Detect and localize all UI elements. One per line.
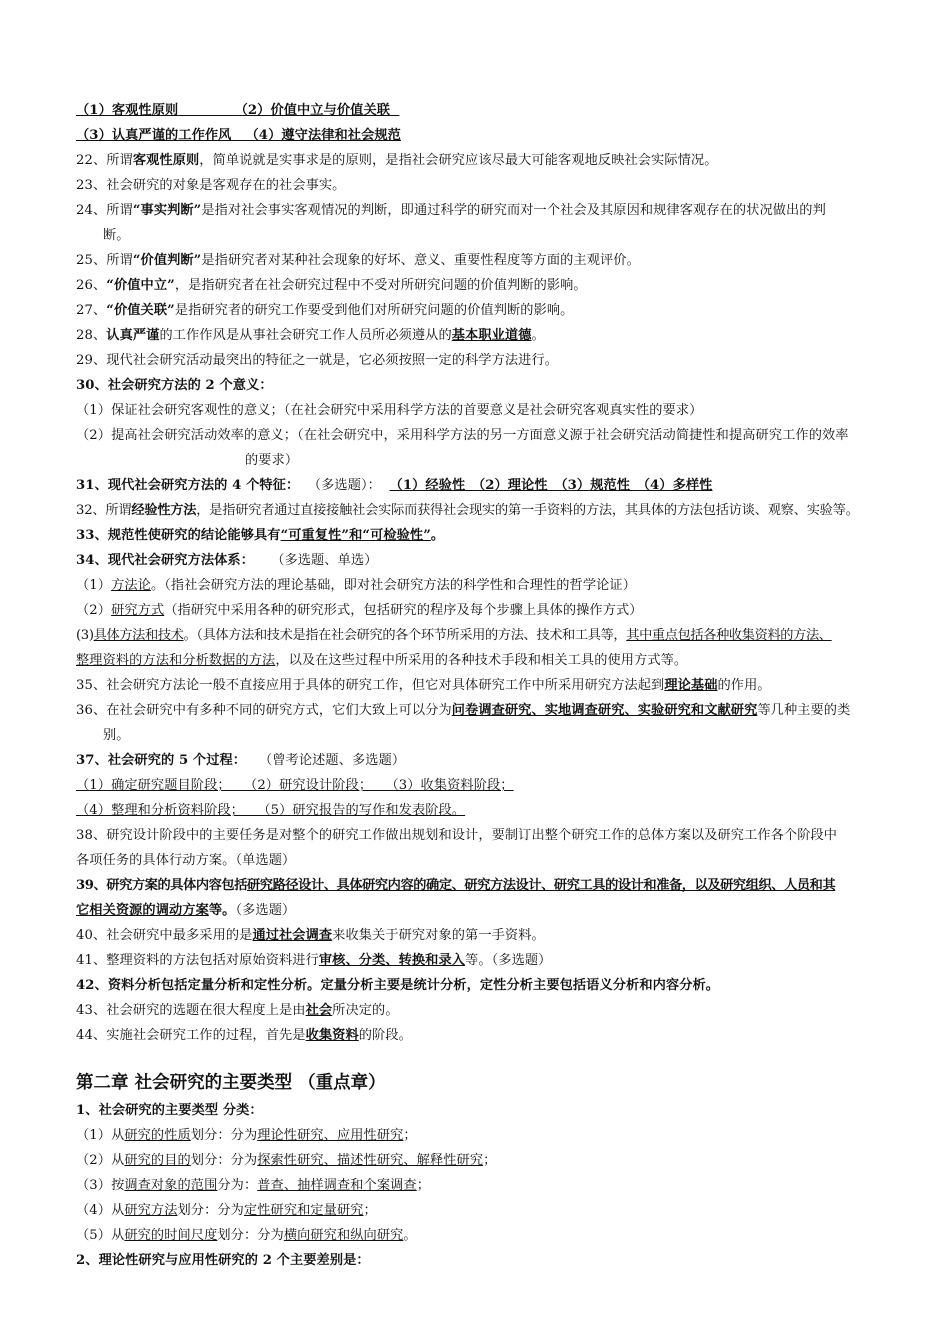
section-2-title: 2、理论性研究与应用性研究的 2 个主要差别是： [76, 1253, 370, 1268]
term-repeatable: “可重复性”和“可检验性” [280, 528, 431, 543]
item-30-sub-1: （1）保证社会研究客观性的意义；（在社会研究中采用科学方法的首要意义是社会研究客观真实性的要求） [76, 403, 703, 418]
term-value-relevance: “价值关联” [106, 303, 175, 318]
item-31: 31、现代社会研究方法的 4 个特征： （多选题）： （1）经验性 （2）理论性 （3）规范性 （4）多样性 [76, 478, 713, 493]
item-36-cont: 别。 [103, 728, 130, 743]
term-empirical: 经验性方法 [131, 503, 197, 518]
item-38-cont: 各项任务的具体行动方案。（单选题） [76, 853, 296, 868]
term-value-neutral: “价值中立” [106, 278, 175, 293]
item-34-sub-3: (3)具体方法和技术。（具体方法和技术是指在社会研究的各个环节所采用的方法、技术和工具等，其中重点包括各种收集资料的方法、 [76, 628, 832, 643]
item-39: 39、研究方案的具体内容包括研究路径设计、具体研究内容的确定、研究方法设计、研究工具的设计和准备，以及研究组织、人员和其 [76, 878, 836, 893]
type-line-4: （4）从研究方法划分：分为定性研究和定量研究； [76, 1203, 377, 1218]
item-23: 23、社会研究的对象是客观存在的社会事实。 [76, 178, 346, 193]
item-35: 35、社会研究方法论一般不直接应用于具体的研究工作，但它对具体研究工作中所采用研究方法起到理论基础的作用。 [76, 678, 771, 693]
item-42: 42、资料分析包括定量分析和定性分析。定量分析主要是统计分析，定性分析主要包括语义分析和内容分析。 [76, 978, 720, 993]
item-34-sub-2: （2）研究方式（指研究中采用各种的研究形式，包括研究的程序及每个步骤上具体的操作方式） [76, 603, 643, 618]
principle-line-2 [76, 127, 401, 145]
type-line-5: （5）从研究的时间尺度划分：分为横向研究和纵向研究。 [76, 1228, 417, 1243]
item-37: 37、社会研究的 5 个过程： （曾考论述题、多选题） [76, 753, 406, 768]
item-37-stages-1: （1）确定研究题目阶段； （2）研究设计阶段； （3）收集资料阶段； [76, 778, 514, 793]
item-40: 40、社会研究中最多采用的是通过社会调查来收集关于研究对象的第一手资料。 [76, 928, 545, 943]
term-theory-basis: 理论基础 [664, 678, 718, 693]
item-24: 24、所谓“事实判断”是指对社会事实客观情况的判断，即通过科学的研究而对一个社会及其原因和规律客观存在的状况做出的判 [76, 203, 826, 218]
item-38: 38、研究设计阶段中的主要任务是对整个的研究工作做出规划和设计，要制订出整个研究工作的总体方案以及研究工作各个阶段中 [76, 828, 838, 843]
item-43: 43、社会研究的选题在很大程度上是由社会所决定的。 [76, 1003, 399, 1018]
item-34-sub-1: （1）方法论。（指社会研究方法的理论基础，即对社会研究方法的科学性和合理性的哲学论证） [76, 578, 636, 593]
item-33: 33、规范性使研究的结论能够具有“可重复性”和“可检验性”。 [76, 528, 445, 543]
features-list: （1）经验性 （2）理论性 （3）规范性 （4）多样性 [389, 478, 713, 493]
item-36: 36、在社会研究中有多种不同的研究方式，它们大致上可以分为问卷调查研究、实地调查研究、实验研究和文献研究等几种主要的类 [76, 703, 851, 718]
item-44: 44、实施社会研究工作的过程，首先是收集资料的阶段。 [76, 1028, 412, 1043]
item-29: 29、现代社会研究活动最突出的特征之一就是，它必须按照一定的科学方法进行。 [76, 353, 559, 368]
term-professional-ethics: 基本职业道德 [451, 328, 532, 343]
item-34-sub-3-cont: 整理资料的方法和分析数据的方法，以及在这些过程中所采用的各种技术手段和相关工具的使用方式等。 [76, 653, 688, 668]
item-30-sub-2: （2）提高社会研究活动效率的意义；（在社会研究中，采用科学方法的另一方面意义源于社会研究活动简捷性和提高研究工作的效率 [76, 428, 849, 443]
item-24-cont: 断。 [103, 228, 130, 243]
principle-1: （1）客观性原则 [76, 103, 179, 118]
item-30-sub-2-cont: 的要求） [245, 453, 299, 468]
term-objectivity: 客观性原则 [132, 153, 200, 168]
principle-4: （4）遵守法律和社会规范 [245, 128, 401, 143]
item-25: 25、所谓“价值判断”是指研究者对某种社会现象的好坏、意义、重要性程度等方面的主观评价。 [76, 253, 640, 268]
chapter-heading: 第二章 社会研究的主要类型 （重点章） [76, 1073, 386, 1093]
term-research-modes: 问卷调查研究、实地调查研究、实验研究和文献研究 [451, 703, 758, 718]
item-34: 34、现代社会研究方法体系： （多选题、单选） [76, 553, 378, 568]
type-line-1: （1）从研究的性质划分：分为理论性研究、应用性研究； [76, 1128, 417, 1143]
section-1-title: 1、社会研究的主要类型 分类： [76, 1103, 263, 1118]
principle-line-1 [76, 102, 399, 120]
item-22: 22、所谓客观性原则，简单说就是实事求是的原则，是指社会研究应该尽最大可能客观地反映社会实际情况。 [76, 153, 718, 168]
type-line-3: （3）按调查对象的范围分为：普查、抽样调查和个案调查； [76, 1178, 430, 1193]
item-39-cont: 它相关资源的调动方案等。（多选题） [76, 903, 296, 918]
term-value-judgment: “价值判断” [132, 253, 202, 268]
principle-2: （2）价值中立与价值关联 [234, 103, 391, 118]
item-26: 26、“价值中立”，是指研究者在社会研究过程中不受对所研究问题的价值判断的影响。 [76, 278, 587, 293]
item-41: 41、整理资料的方法包括对原始资料进行审核、分类、转换和录入等。（多选题） [76, 953, 552, 968]
term-fact-judgment: “事实判断” [132, 203, 202, 218]
item-32: 32、所谓经验性方法，是指研究者通过直接接触社会实际而获得社会现实的第一手资料的方法，其具体的方法包括访谈、观察、实验等。 [76, 503, 859, 518]
item-27: 27、“价值关联”是指研究者的研究工作要受到他们对所研究问题的价值判断的影响。 [76, 303, 574, 318]
type-line-2: （2）从研究的目的划分：分为探索性研究、描述性研究、解释性研究； [76, 1153, 497, 1168]
item-28: 28、认真严谨的工作作风是从事社会研究工作人员所必须遵从的基本职业道德。 [76, 328, 545, 343]
item-30: 30、社会研究方法的 2 个意义： [76, 378, 273, 393]
item-37-stages-2: （4）整理和分析资料阶段； （5）研究报告的写作和发表阶段。 [76, 803, 466, 818]
principle-3: （3）认真严谨的工作作风 [76, 128, 232, 143]
